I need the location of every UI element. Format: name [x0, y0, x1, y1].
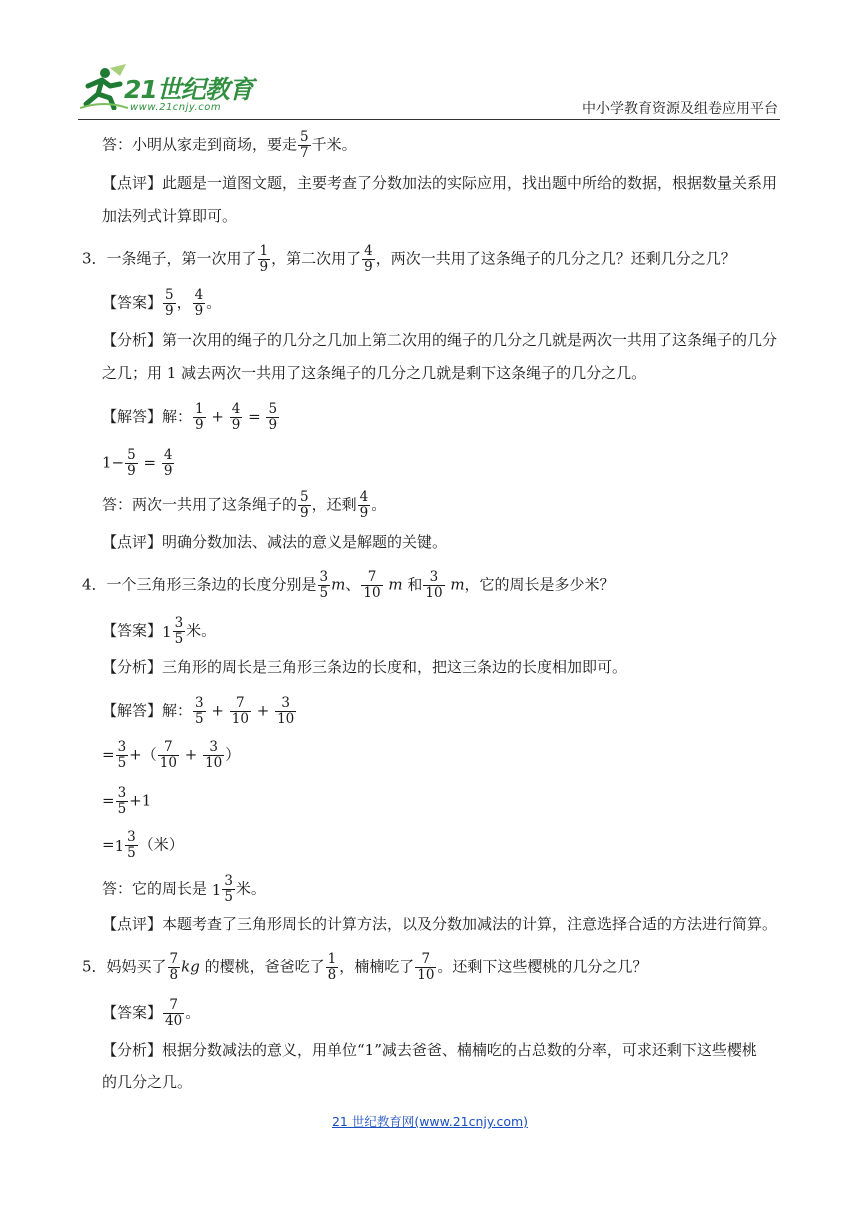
numerator: 3	[319, 569, 329, 585]
denominator: 9	[231, 417, 241, 433]
fraction	[162, 448, 175, 479]
text-fragment: ，	[176, 293, 192, 312]
numerator: 5	[300, 489, 309, 505]
text-fragment: =	[102, 791, 115, 810]
text-fragment: 。	[206, 293, 222, 312]
analysis-line: 之几；用 1 减去两次一共用了这条绳子的几分之几就是剩下这条绳子的几分之几。	[102, 364, 647, 382]
numerator: 3	[127, 829, 136, 845]
numerator: 3	[117, 739, 127, 755]
denominator: 8	[169, 967, 179, 983]
denominator: 10	[277, 711, 295, 727]
text-fragment: 米。	[186, 621, 217, 640]
fraction	[168, 952, 181, 983]
denominator: 9	[127, 463, 136, 479]
text-fragment: 答：两次一共用了这条绳子的	[102, 495, 298, 514]
text-fragment: 【解答】解：	[102, 407, 193, 426]
denominator: 10	[159, 755, 177, 771]
fraction	[203, 740, 224, 771]
numerator: 5	[127, 447, 136, 463]
text-fragment: ，楠楠吃了	[339, 957, 415, 976]
denominator: 5	[224, 889, 233, 905]
numerator: 3	[195, 695, 204, 711]
denominator: 10	[363, 585, 381, 601]
text-fragment: 的樱桃，爸爸吃了	[199, 957, 325, 976]
runner-logo-icon	[80, 64, 128, 110]
numerator: 3	[203, 740, 224, 756]
denominator: 5	[117, 801, 127, 817]
answer-4-conclusion	[0, 874, 860, 905]
numerator: 5	[165, 287, 174, 303]
numerator: 7	[163, 998, 184, 1014]
denominator: 9	[165, 303, 174, 319]
numerator: 7	[169, 951, 179, 967]
solution-4-line4	[0, 830, 860, 861]
fraction	[222, 874, 235, 905]
text-fragment: 3．一条绳子，第一次用了	[82, 249, 257, 268]
text-fragment: 答：小明从家走到商场，要走	[102, 135, 298, 154]
text-fragment: +	[211, 701, 224, 720]
denominator: 5	[195, 711, 204, 727]
numerator: 3	[117, 785, 127, 801]
text-fragment: 1	[211, 880, 222, 899]
fraction	[266, 402, 279, 433]
numerator: 4	[364, 243, 373, 259]
text-fragment: 。	[371, 495, 387, 514]
numerator: 5	[268, 401, 278, 417]
numerator: 3	[224, 873, 233, 889]
fraction	[158, 740, 179, 771]
platform-title: 中小学教育资源及组卷应用平台	[582, 101, 778, 117]
text-fragment: 。	[185, 1003, 201, 1022]
fraction	[230, 402, 243, 433]
denominator: 40	[165, 1013, 183, 1029]
text-fragment: m	[383, 575, 403, 594]
solution-4-line3	[0, 786, 860, 817]
denominator: 9	[364, 259, 373, 275]
answer-3-conclusion	[0, 490, 860, 521]
text-fragment: 和	[402, 575, 423, 594]
text-fragment: 1	[114, 836, 125, 855]
text-fragment: =	[102, 745, 115, 764]
analysis-4: 【分析】三角形的周长是三角形三条边的长度和，把这三条边的长度相加即可。	[102, 658, 628, 676]
numerator: 7	[361, 570, 382, 586]
denominator: 9	[194, 303, 204, 319]
fraction	[326, 952, 339, 983]
text-fragment: =	[248, 407, 261, 426]
logo-text: 21世纪教育	[124, 75, 253, 104]
numerator: 5	[300, 129, 309, 145]
denominator: 10	[231, 711, 249, 727]
header-divider	[78, 119, 780, 120]
numerator: 4	[359, 489, 369, 505]
numerator: 4	[194, 287, 204, 303]
numerator: 1	[259, 243, 269, 259]
denominator: 9	[195, 417, 204, 433]
text-fragment: ，它的周长是多少米？	[464, 575, 615, 594]
numerator: 3	[174, 615, 184, 631]
text-fragment: 【解答】解：	[102, 701, 193, 720]
denominator: 9	[163, 463, 173, 479]
text-fragment: 【答案】	[102, 621, 163, 640]
question-5	[0, 952, 860, 983]
comment-4: 【点评】本题考查了三角形周长的计算方法，以及分数加减法的计算，注意选择合适的方法进行简算。	[102, 915, 778, 933]
answer-5	[0, 998, 860, 1029]
text-fragment: +（	[129, 745, 157, 764]
text-fragment: +	[184, 745, 198, 764]
denominator: 10	[425, 585, 443, 601]
text-fragment: 【答案】	[102, 293, 163, 312]
solution-3-line1	[0, 402, 860, 433]
text-fragment: =	[143, 453, 157, 472]
text-fragment: kg	[181, 957, 200, 976]
answer-4	[0, 616, 860, 647]
numerator: 1	[195, 401, 204, 417]
fraction	[125, 830, 138, 861]
site-logo[interactable]	[80, 64, 260, 116]
question-4	[0, 570, 860, 601]
numerator: 1	[327, 951, 337, 967]
analysis-line: 【分析】第一次用的绳子的几分之几加上第二次用的绳子的几分之几就是两次一共用了这条绳子的几分	[102, 331, 778, 349]
text-fragment: 4．一个三角形三条边的长度分别是	[82, 575, 317, 594]
fraction	[193, 402, 206, 433]
answer-line	[0, 130, 860, 161]
text-fragment: +	[256, 701, 270, 720]
text-fragment: 米。	[235, 879, 266, 898]
text-fragment: ，第二次用了	[271, 249, 362, 268]
denominator: 9	[300, 505, 309, 521]
denominator: 9	[359, 505, 369, 521]
analysis-5-line1: 【分析】根据分数减法的意义，用单位“1”减去爸爸、楠楠吃的占总数的分率，可求还剩下这些樱桃	[102, 1041, 757, 1059]
denominator: 9	[268, 417, 278, 433]
text-fragment: 、	[345, 575, 361, 594]
fraction	[415, 952, 436, 983]
fraction	[193, 696, 206, 727]
text-fragment: =	[102, 835, 115, 854]
solution-4-line2	[0, 740, 860, 771]
numerator: 7	[415, 952, 436, 968]
numerator: 7	[158, 740, 179, 756]
solution-4-line1	[0, 696, 860, 727]
fraction	[163, 998, 184, 1029]
analysis-5-line2: 的几分之几。	[102, 1073, 193, 1091]
solution-3-line2	[0, 448, 860, 479]
text-fragment: （米）	[138, 835, 184, 854]
text-fragment: +1	[129, 791, 152, 810]
comment-3: 【点评】明确分数加法、减法的意义是解题的关键。	[102, 533, 448, 551]
text-fragment: ，两次一共用了这条绳子的几分之几？还剩几分之几？	[375, 249, 736, 268]
text-fragment: 千米。	[311, 135, 357, 154]
fraction	[116, 786, 129, 817]
text-fragment: 。还剩下这些樱桃的几分之几？	[437, 957, 648, 976]
denominator: 5	[127, 845, 136, 861]
fraction	[230, 696, 251, 727]
denominator: 10	[205, 755, 223, 771]
numerator: 4	[231, 401, 241, 417]
answer-3	[0, 288, 860, 319]
denominator: 5	[319, 585, 329, 601]
denominator: 10	[417, 967, 435, 983]
fraction	[275, 696, 296, 727]
denominator: 5	[174, 631, 184, 647]
denominator: 8	[327, 967, 337, 983]
text-fragment: 1−	[102, 453, 125, 472]
text-fragment: ）	[225, 745, 241, 764]
fraction	[116, 740, 129, 771]
fraction	[358, 490, 371, 521]
fraction	[318, 570, 331, 601]
fraction	[298, 130, 311, 161]
fraction	[361, 570, 382, 601]
fraction	[125, 448, 138, 479]
numerator: 7	[230, 696, 251, 712]
text-fragment: 答：它的周长是	[102, 879, 212, 898]
denominator: 7	[300, 145, 309, 161]
text-fragment: 【答案】	[102, 1003, 163, 1022]
numerator: 4	[163, 447, 173, 463]
numerator: 3	[275, 696, 296, 712]
fraction	[258, 244, 271, 275]
fraction	[298, 490, 311, 521]
numerator: 3	[423, 570, 444, 586]
fraction	[362, 244, 375, 275]
comment-line: 【点评】此题是一道图文题，主要考查了分数加法的实际应用，找出题中所给的数据，根据数量关系用	[102, 174, 778, 192]
page-header	[0, 0, 860, 124]
logo-url: www.21cnjy.com	[130, 102, 222, 113]
text-fragment: m	[445, 575, 465, 594]
text-fragment: m	[331, 575, 346, 594]
denominator: 5	[117, 755, 127, 771]
question-3	[0, 244, 860, 275]
comment-line: 加法列式计算即可。	[102, 207, 238, 225]
fraction	[163, 288, 176, 319]
footer-link[interactable]: 21 世纪教育网(www.21cnjy.com)	[331, 1114, 529, 1129]
fraction	[173, 616, 186, 647]
fraction	[193, 288, 206, 319]
text-fragment: 1	[162, 622, 172, 641]
text-fragment: ，还剩	[311, 495, 357, 514]
text-fragment: +	[211, 407, 224, 426]
text-fragment: 5．妈妈买了	[82, 957, 167, 976]
denominator: 9	[259, 259, 269, 275]
fraction	[423, 570, 444, 601]
